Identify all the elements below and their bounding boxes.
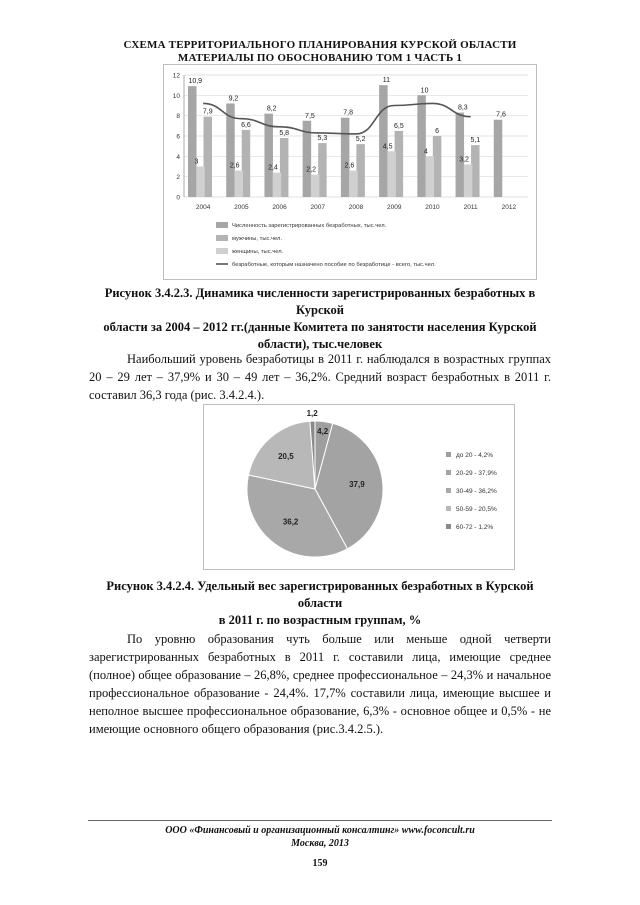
x-tick-label: 2004 (195, 204, 211, 211)
bar-men (471, 145, 480, 197)
bar-women (273, 173, 282, 197)
bar-women (196, 167, 205, 198)
bar-chart (164, 65, 536, 279)
x-tick-label: 2011 (463, 204, 478, 211)
bar-women (387, 151, 396, 197)
pie-chart-frame (203, 404, 515, 570)
data-label-women: 3 (194, 158, 199, 166)
legend-swatch (216, 222, 228, 228)
data-label-men: 6,6 (241, 121, 251, 129)
data-label-total: 7,5 (305, 112, 315, 120)
running-header (0, 39, 640, 65)
header-line-2: МАТЕРИАЛЫ ПО ОБОСНОВАНИЮ ТОМ 1 ЧАСТЬ 1 (177, 52, 463, 64)
pie-data-label: 20,5 (278, 451, 294, 461)
data-label-men: 5,3 (317, 135, 328, 143)
pie-legend-swatch (446, 452, 451, 457)
data-label-women: 2,6 (229, 162, 240, 170)
data-label-men: 5,2 (355, 136, 366, 144)
bar-men (318, 143, 327, 197)
data-label-total: 7,8 (343, 109, 354, 117)
x-tick-label: 2006 (272, 204, 287, 211)
paragraph-2: По уровню образования чуть больше или меньше одной четверти зарегистрированных безработных в 2011 г. составили лица, имеющие среднее (полное) общее образование – 26,8%, среднее профессиональное – 24,3% и начальное профессиональное образование - 24,4%. 17,7% составили лица, имеющие высшее и неполное высшее профессиональное образование, 6,3% - основное общее и 0,5% - не имеющие основного общего образования (рис.3.4.2.5.). (89, 632, 551, 736)
bar-total (456, 113, 465, 197)
data-label-total: 10 (420, 87, 429, 95)
data-label-women: 2,2 (306, 166, 317, 174)
data-label-women: 4 (423, 148, 428, 156)
bar-men (433, 136, 442, 197)
data-label-women: 4,5 (382, 143, 393, 151)
x-tick-label: 2007 (310, 204, 326, 211)
y-tick-label: 0 (176, 194, 180, 202)
bar-men (356, 144, 365, 197)
data-label-total: 10,9 (188, 78, 203, 86)
x-tick-label: 2008 (348, 204, 364, 211)
legend-swatch (216, 248, 228, 254)
footer-line-2: Москва, 2013 (291, 838, 349, 849)
pie-legend-label: 30-49 - 36,2% (456, 488, 497, 495)
pie-legend-swatch (446, 506, 451, 511)
pie-legend-swatch (446, 470, 451, 475)
y-tick-label: 10 (172, 92, 180, 100)
y-tick-label: 12 (172, 72, 180, 80)
page-number: 159 (312, 858, 328, 869)
bar-men (204, 117, 213, 197)
y-tick-label: 2 (176, 174, 180, 182)
data-label-total: 8,3 (457, 104, 468, 112)
header-line-1: СХЕМА ТЕРРИТОРИАЛЬНОГО ПЛАНИРОВАНИЯ КУРСКОЙ ОБЛАСТИ (123, 39, 517, 51)
data-label-total: 8,2 (266, 105, 277, 113)
pie-legend-label: 60-72 - 1,2% (456, 524, 494, 531)
bar-total (379, 85, 388, 197)
legend-swatch (216, 235, 228, 241)
pie-data-label: 4,2 (317, 427, 329, 437)
pie-legend-label: 20-29 - 37,9% (456, 470, 497, 477)
legend-label: женщины, тыс.чел. (232, 249, 284, 255)
y-tick-label: 8 (176, 113, 180, 121)
legend-label: безработные, которым назначено пособие по безработице - всего, тыс.чел. (232, 262, 436, 268)
x-tick-label: 2010 (425, 204, 440, 211)
footer (0, 824, 640, 850)
caption-1-line-1: Рисунок 3.4.2.3. Динамика численности зарегистрированных безработных в Курской (104, 286, 536, 317)
trend-line-benefits (203, 103, 471, 134)
bar-women (311, 175, 320, 197)
bar-women (349, 171, 358, 197)
data-label-men: 6,5 (393, 122, 404, 130)
bar-men (395, 131, 404, 197)
bar-men (280, 138, 289, 197)
pie-legend-swatch (446, 488, 451, 493)
y-tick-label: 6 (176, 133, 180, 141)
data-label-women: 3,2 (459, 156, 469, 164)
bar-women (464, 164, 473, 197)
data-label-men: 5,1 (470, 137, 481, 145)
pie-legend-swatch (446, 524, 451, 529)
pie-data-label: 37,9 (349, 480, 365, 490)
footer-line-1: ООО «Финансовый и организационный консалтинг» www.foconcult.ru (165, 825, 475, 836)
caption-1-line-3: области), тыс.человек (257, 337, 383, 351)
bar-men (242, 130, 251, 197)
footer-divider (88, 820, 552, 821)
data-label-total: 11 (382, 77, 391, 85)
pie-legend-label: 50-59 - 20,5% (456, 506, 497, 513)
pie-data-label: 36,2 (282, 517, 299, 527)
pie-data-label: 1,2 (306, 408, 318, 418)
bar-total (188, 86, 197, 197)
pie-legend-label: до 20 - 4,2% (456, 452, 494, 459)
figure-caption-2 (90, 578, 550, 629)
x-tick-label: 2009 (386, 204, 402, 211)
caption-1-line-2: области за 2004 – 2012 гг.(данные Комитета по занятости населения Курской (103, 320, 537, 334)
legend-label: мужчины, тыс.чел. (232, 236, 283, 242)
data-label-women: 2,4 (268, 164, 278, 172)
data-label-women: 2,6 (344, 162, 355, 170)
data-label-men: 7,9 (202, 108, 213, 116)
data-label-men: 6 (435, 128, 440, 135)
x-tick-label: 2012 (501, 204, 517, 211)
y-tick-label: 4 (176, 153, 180, 161)
bar-total (341, 118, 350, 197)
paragraph-1: Наибольший уровень безработицы в 2011 г. наблюдался в возрастных группах 20 – 29 лет – 37,9% и 30 – 49 лет – 36,2%. Средний возраст безработных в 2011 г. составил 36,3 года (рис. 3.4.2.4.). (89, 352, 551, 402)
figure-caption-1 (90, 285, 550, 353)
bar-chart-frame (163, 64, 537, 280)
x-tick-label: 2005 (234, 204, 249, 211)
bar-total (417, 95, 426, 197)
pie-chart (204, 405, 514, 569)
caption-2-line-1: Рисунок 3.4.2.4. Удельный вес зарегистрированных безработных в Курской области (106, 579, 534, 610)
bar-women (426, 156, 435, 197)
data-label-men: 5,8 (279, 130, 290, 138)
bar-women (234, 171, 243, 197)
legend-label: Численность зарегистрированных безработных, тыс.чел. (232, 223, 387, 229)
bar-total (494, 120, 503, 197)
caption-2-line-2: в 2011 г. по возрастным группам, % (218, 613, 422, 627)
data-label-total: 7,6 (496, 111, 506, 119)
data-label-total: 9,2 (228, 95, 239, 103)
